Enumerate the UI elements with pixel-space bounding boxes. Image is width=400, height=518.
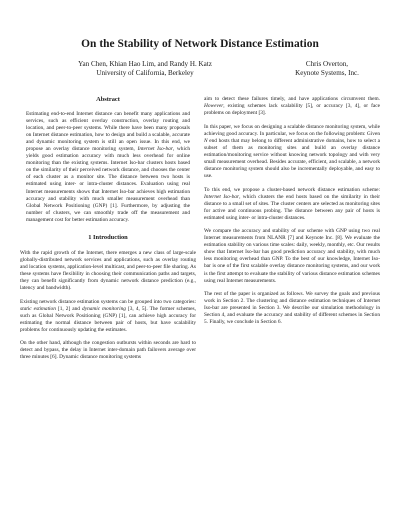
abstract-heading: Abstract <box>96 96 120 103</box>
variable-n: N <box>204 137 208 144</box>
author-affiliation: Keynote Systems, Inc. <box>295 69 359 78</box>
body-paragraph-4: We compare the accuracy and stability of our scheme with GNP using two real Internet measurements from NLANR [7] and Keynote Inc. [8]. We evaluate the estimation stability on various time scales: daily, weekly, monthly, etc. Our results show that Internet Iso-bar has good prediction accuracy and stability, with much less monitoring overhead than GNP. To the best of our knowledge, Internet Iso-bar is one of the first scalable overlay distance monitoring systems, and our work is the first attempt to evaluate the stability of various distance estimation schemes using real Internet measurements. <box>204 228 380 284</box>
intro-paragraph-2 <box>20 299 196 334</box>
left-column <box>20 96 196 368</box>
abstract-body <box>20 111 196 224</box>
body-paragraph-2 <box>204 124 380 180</box>
author-names: Chris Overton, <box>305 60 349 68</box>
abstract-text: , which yields good estimation accuracy with much less overhead for online monitoring than the existing systems. Internet Iso-bar clusters hosts based on the similarity of their perceived network distance, and chooses the center of each cluster as a monitor site. The distance between two hosts is estimated using inter- or intra-cluster distances. Evaluation using real Internet measurements shows that Internet Iso-bar achieves high estimation accuracy and stability with much smaller measurement overhead than Global Network Positioning (GNP) [1]. Furthermore, by adjusting the number of clusters, we can smoothly trade off the measurement and management cost for better estimation accuracy. <box>26 146 190 223</box>
system-name: Internet Iso-bar <box>137 146 173 153</box>
body-paragraph-1 <box>204 96 380 117</box>
term-static-estimation: static estimation <box>20 305 56 312</box>
paragraph-text: aim to detect these failures timely, and have applications circumvent them. <box>204 96 380 102</box>
term-dynamic-monitoring: dynamic monitoring <box>82 305 126 312</box>
author-block-berkeley <box>40 60 250 79</box>
right-column <box>204 96 380 333</box>
abstract-text: Estimating end-to-end Internet distance can benefit many applications and services, such as efficient overlay construction, overlay routing and location, and peer-to-peer systems. While there have been many proposals on Internet distance estimation, how to design and build a scalable, accurate and dynamic monitoring system is still an open issue. In this end, we propose an overlay distance monitoring system, <box>26 111 190 153</box>
body-paragraph-3 <box>204 187 380 222</box>
system-name: Internet Iso-bar <box>204 193 240 200</box>
intro-paragraph-1: With the rapid growth of the Internet, there emerges a new class of large-scale globally-distributed network services and applications, such as overlay routing and location systems, application-level multicast, and peer-to-peer file sharing. As these systems have flexibility in choosing their communication paths and targets, they can benefit significantly from dynamic network distance prediction (e.g., latency and bandwidth). <box>20 249 196 291</box>
emphasis: However <box>204 103 224 110</box>
paragraph-text: [3, 4, 5]. The former schemes, such as Global Network Positioning (GNP) [1], can achieve high accuracy for estimating the normal distance between pair of hosts, but have scalability problems for continuously updating the estimates. <box>20 305 196 333</box>
author-names: Yan Chen, Khian Hao Lim, and Randy H. Katz <box>78 60 212 68</box>
paragraph-text: end hosts that may belong to different administrative domains, how to select a subset of them as monitoring sites and build an overlay distance estimation/monitoring service without knowing network topology and with very small measurement overhead. Besides accurate, efficient, and scalable, a network distance monitoring system should also be incrementally deployable, and easy to use. <box>204 137 380 179</box>
paragraph-text: In this paper, we focus on designing a scalable distance monitoring system, while achieving good accuracy. In particular, we focus on the following problem: Given <box>204 123 380 137</box>
paragraph-text: Existing network distance estimation systems can be grouped into two categories: <box>20 298 196 305</box>
introduction-heading: 1 Introduction <box>88 233 128 241</box>
intro-paragraph-3: On the other hand, although the congestion outbursts within seconds are hard to detect and bypass, the delay in Internet inter-domain path failovers average over three minutes [6]. Dynamic distance monitoring systems <box>20 340 196 361</box>
body-paragraph-5: The rest of the paper is organized as follows. We survey the goals and previous work in Section 2. The clustering and distance estimation techniques of Internet Iso-bar are presented in Section 3. We describe our simulation methodology in Section 4, and evaluate the accuracy and stability of different schemes in Section 5. Finally, we conclude in Section 6. <box>204 291 380 326</box>
paragraph-text: , which clusters the end hosts based on the similarity in their distance to a small set of sites. The cluster centers are selected as monitoring sites for active and continuous probing. The distance between any pair of hosts is estimated using inter- or intra-cluster distances. <box>204 193 380 221</box>
paper-title: On the Stability of Network Distance Estimation <box>81 38 319 50</box>
paragraph-text: , existing schemes lack scalability [5], or accuracy [3, 4], or face problems on deployment [3]. <box>204 103 380 117</box>
paragraph-text: To this end, we propose a cluster-based network distance estimation scheme: <box>204 186 380 193</box>
author-affiliation: University of California, Berkeley <box>96 69 194 78</box>
author-block-keynote <box>272 60 382 79</box>
paragraph-text: [1, 2] and <box>55 305 83 312</box>
